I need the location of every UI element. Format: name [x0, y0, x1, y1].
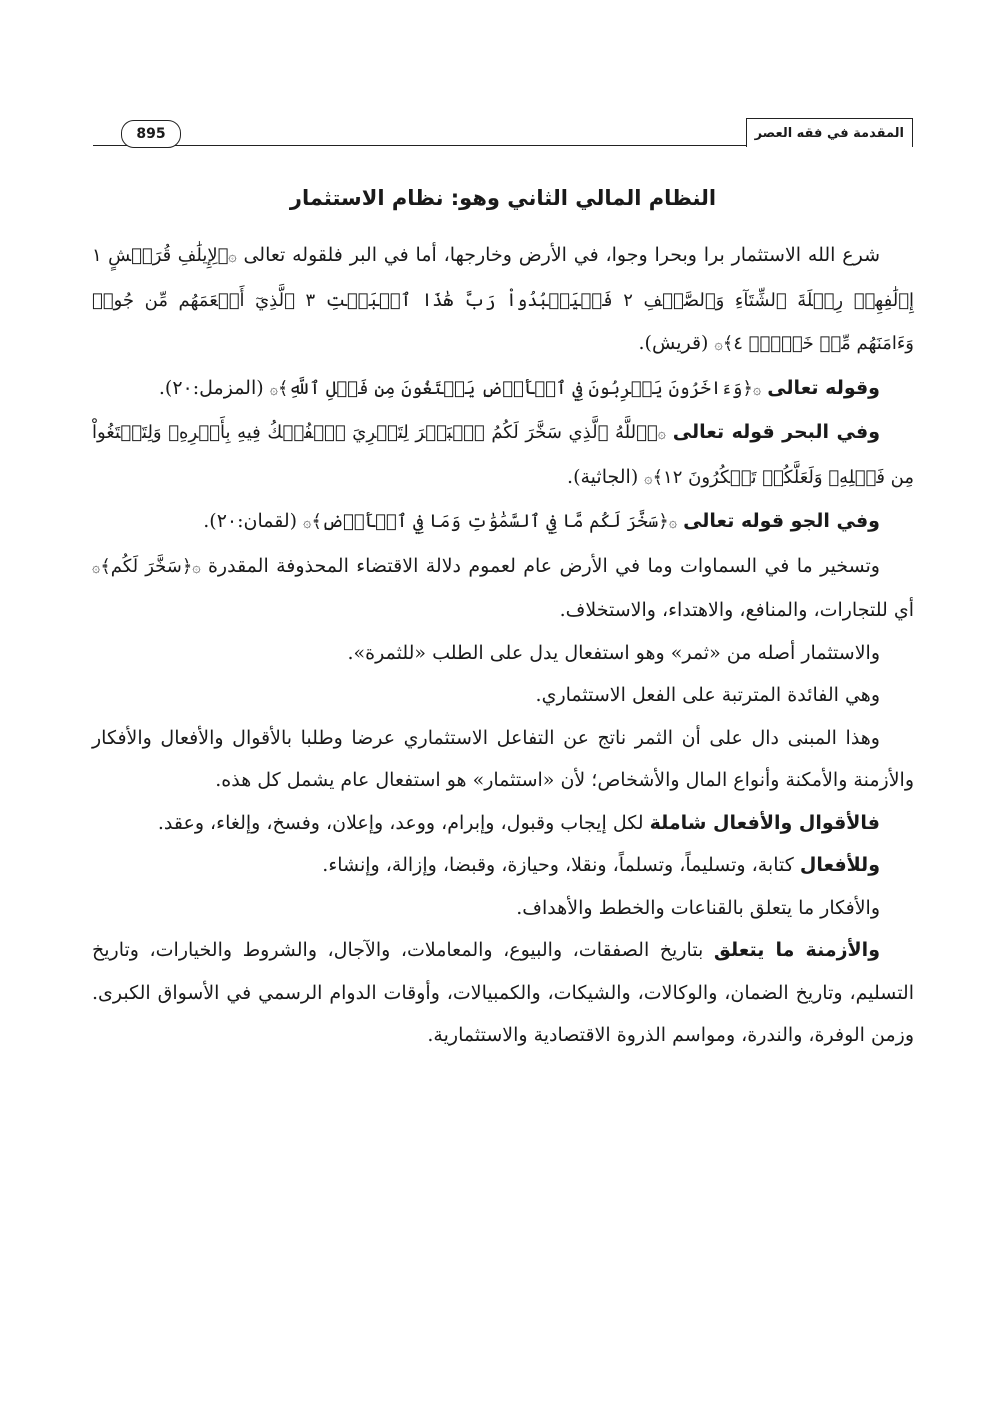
ornament-open: ۞ [657, 426, 666, 442]
paragraph-4 [92, 500, 914, 545]
verse-reference: (قريش). [638, 332, 709, 354]
paragraph-text: وتسخير ما في السماوات وما في الأرض عام لعموم دلالة الاقتضاء المحذوفة المقدرة [207, 554, 880, 577]
paragraph-text: أي للتجارات، والمنافع، والاهتداء، والاستخلاف. [559, 599, 914, 621]
section-title: النظام المالي الثاني وهو: نظام الاستثمار [289, 186, 717, 210]
paragraph-text: والأفكار ما يتعلق بالقناعات والخطط والأهداف. [516, 896, 880, 919]
keyword: والأزمنة ما يتعلق [713, 939, 880, 961]
running-title-box [746, 118, 913, 147]
verse-reference: (المزمل:٢٠). [158, 376, 264, 399]
page-number: 895 [136, 126, 166, 142]
page-number-badge [121, 120, 181, 148]
paragraph-1 [92, 234, 914, 367]
keyword: فالأقوال والأفعال شاملة [649, 811, 880, 834]
ornament-open: ۞ [668, 515, 678, 531]
ornament-close: ۞ [714, 337, 723, 353]
paragraph-9 [92, 802, 914, 845]
paragraph-10 [92, 844, 914, 887]
paragraph-12 [92, 929, 914, 1057]
page-body [92, 176, 914, 1057]
ornament-close: ۞ [269, 381, 278, 398]
quran-verse: ﴿وَءَاخَرُونَ يَضۡرِبُونَ فِي ٱلۡأَرۡضِ يَبۡتَغُونَ مِن فَضۡلِ ٱللَّهِ﴾ [277, 377, 753, 399]
ornament-open: ۞ [192, 559, 201, 576]
quran-verse: ﴿سَخَّرَ لَكُم مَّا فِي ٱلسَّمَٰوَٰتِ وَمَا فِي ٱلۡأَرۡضِ﴾ [311, 511, 669, 532]
paragraph-6 [92, 632, 914, 675]
quran-verse: ﴿ٱللَّهُ ٱلَّذِي سَخَّرَ لَكُمُ ٱلۡبَحۡرَ لِتَجۡرِيَ ٱلۡفُلۡكُ فِيهِ بِأَمۡرِهِۦ وَلِتَبۡتَغُواْ مِن فَضۡلِهِۦ وَلَعَلَّكُمۡ تَشۡكُرُونَ ١٢﴾ [92, 422, 914, 488]
paragraph-text: وهذا المبنى دال على أن الثمر ناتج عن التفاعل الاستثماري عرضا وطلبا بالأقوال والأفعال والأفكار والأزمنة والأمكنة وأنواع المال والأشخاص؛ لأن «استثمار» هو استفعال عام يشمل كل هذه. [92, 726, 914, 791]
running-title: المقدمة في فقه العصر [754, 125, 904, 141]
paragraph-text: بتاريخ الصفقات، والبيوع، والمعاملات، والآجال، والشروط والخيارات، وتاريخ التسليم، وتاريخ الضمان، والوكالات، والشيكات، والكمبيالات، وأوقات الدوام الرسمي في الأسواق الكبرى. وزمن الوفرة، والندرة، ومواسم الذروة الاقتصادية والاستثمارية. [92, 939, 914, 1046]
keyword: وللأفعال [799, 854, 880, 876]
paragraph-3 [92, 411, 914, 500]
paragraph-2 [92, 367, 914, 412]
page-header [93, 118, 913, 148]
paragraph-7 [92, 674, 914, 717]
ornament-open: ۞ [752, 381, 762, 398]
paragraph-5 [92, 545, 914, 632]
quran-verse: ﴿لِإِيلَٰفِ قُرَيۡشٍ ١ إِۦلَٰفِهِمۡ رِحۡلَةَ ٱلشِّتَآءِ وَٱلصَّيۡفِ ٢ فَلۡيَعۡبُدُواْ رَبَّ هَٰذَا ٱلۡبَيۡتِ ٣ ٱلَّذِيٓ أَطۡعَمَهُم مِّن جُوعٖ وَءَامَنَهُم مِّنۡ خَوۡفِۭ ٤﴾ [92, 245, 914, 354]
quran-verse: ﴿سَخَّرَ لَكُم﴾ [100, 555, 193, 577]
paragraph-text: لكل إيجاب وقبول، وإبرام، ووعد، وإعلان، وفسخ، وإلغاء، وعقد. [157, 811, 644, 834]
ornament-close: ۞ [303, 515, 312, 531]
ornament-close: ۞ [92, 559, 101, 576]
paragraph-lead: وفي البحر قوله تعالى [672, 421, 881, 443]
paragraph-lead: وقوله تعالى [767, 376, 880, 399]
verse-reference: (لقمان:٢٠). [203, 510, 298, 532]
paragraph-text: والاستثمار أصله من «ثمر» وهو استفعال يدل على الطلب «للثمرة». [347, 641, 880, 664]
ornament-open: ۞ [228, 249, 237, 265]
paragraph-8 [92, 717, 914, 802]
paragraph-text: كتابة، وتسليماً، وتسلماً، ونقلا، وحيازة، وقبضا، وإزالة، وإنشاء. [322, 854, 794, 876]
paragraph-text: شرع الله الاستثمار برا وبحرا وجوا، في الأرض وخارجها، أما في البر فلقوله تعالى [243, 244, 880, 266]
ornament-close: ۞ [644, 470, 653, 487]
verse-reference: (الجاثية). [567, 465, 639, 488]
paragraph-11 [92, 887, 914, 930]
paragraph-lead: وفي الجو قوله تعالى [683, 510, 880, 532]
paragraph-text: وهي الفائدة المترتبة على الفعل الاستثماري. [535, 684, 880, 706]
